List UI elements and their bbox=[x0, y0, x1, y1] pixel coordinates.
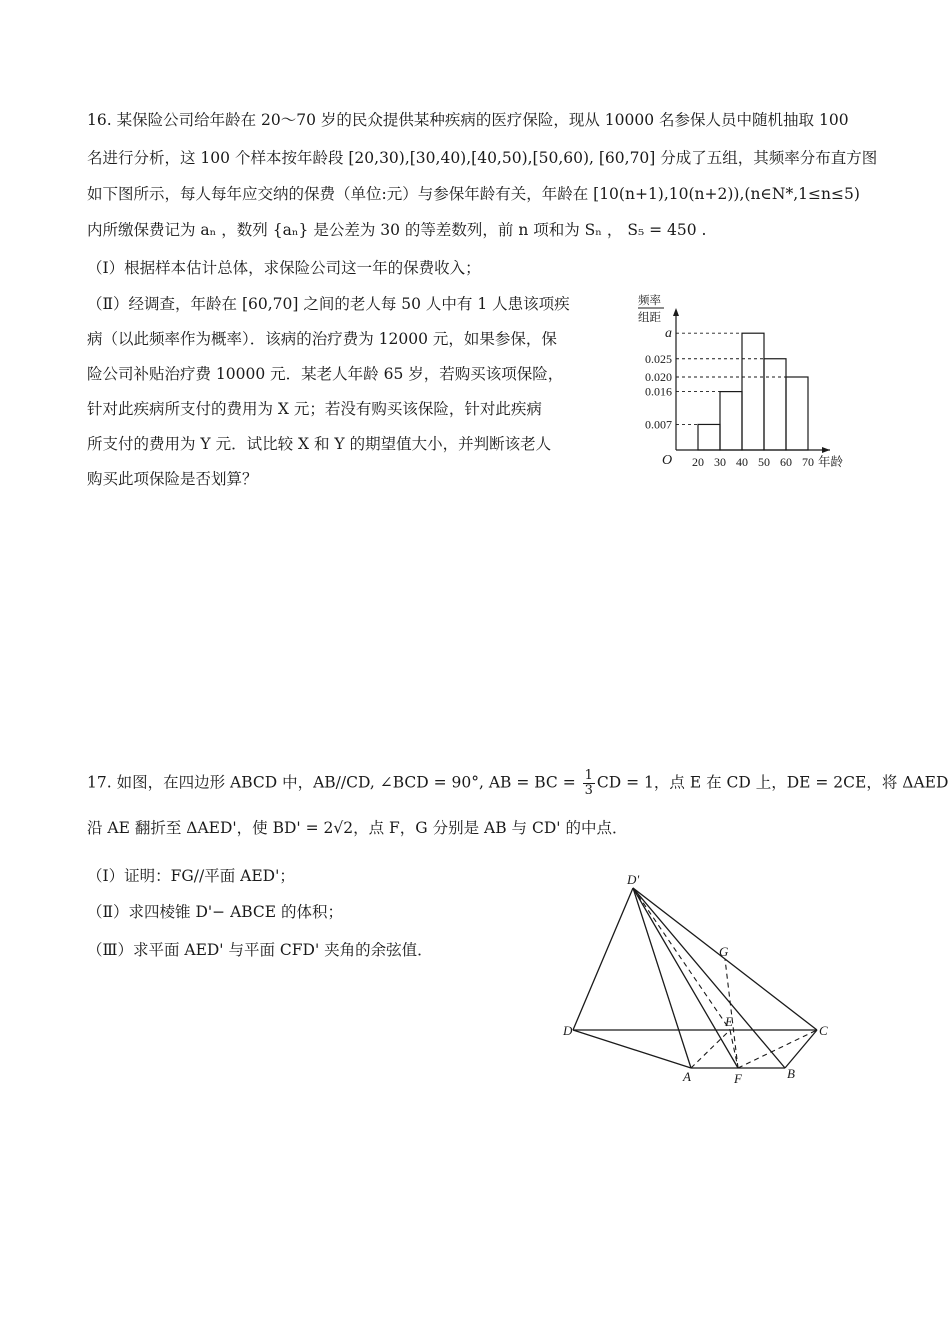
q16-part2-line6: 购买此项保险是否划算？ bbox=[87, 470, 258, 488]
x-tick-label: 40 bbox=[736, 455, 748, 469]
label-D: D bbox=[563, 1023, 573, 1038]
y-tick-label: 0.020 bbox=[645, 370, 672, 384]
bar-[50,60) bbox=[764, 359, 786, 450]
label-G: G bbox=[719, 944, 729, 959]
label-E: E bbox=[725, 1014, 733, 1029]
bar-[40,50) bbox=[742, 333, 764, 450]
q17-line1-text: 17. 如图，在四边形 ABCD 中，AB//CD, ∠BCD = 90°, AB = BC = bbox=[87, 773, 581, 792]
y-label-top: 频率 bbox=[638, 295, 661, 307]
dashed-F-C bbox=[738, 1030, 817, 1068]
edge-D-A bbox=[573, 1030, 691, 1068]
q17-fraction bbox=[583, 769, 595, 798]
dashed-A-E bbox=[691, 1030, 730, 1068]
bar-[30,40) bbox=[720, 392, 742, 450]
q16-part2-line3: 险公司补贴治疗费 10000 元．某老人年龄 65 岁，若购买该项保险， bbox=[87, 365, 564, 383]
q17-line1 bbox=[87, 769, 948, 798]
x-tick-label: 30 bbox=[714, 455, 726, 469]
origin-label: O bbox=[662, 453, 673, 468]
y-axis-arrow bbox=[673, 308, 679, 316]
edge-Dp-D bbox=[573, 888, 633, 1030]
q16-part2-line1: （Ⅱ）经调查，年龄在 [60,70] 之间的老人每 50 人中有 1 人患该项疾 bbox=[87, 295, 570, 313]
label-F: F bbox=[734, 1071, 742, 1086]
label-B: B bbox=[787, 1066, 795, 1081]
x-tick-label: 70 bbox=[802, 455, 814, 469]
q16-line2: 名进行分析，这 100 个样本按年龄段 [20,30),[30,40),[40,50),[50,60), [60,70] 分成了五组，其频率分布直方图 bbox=[87, 149, 878, 167]
q17-line1b-text: CD = 1，点 E 在 CD 上，DE = 2CE，将 ΔAED bbox=[596, 773, 949, 792]
dashed-Dp-E bbox=[633, 888, 730, 1030]
y-tick-label: 0.016 bbox=[645, 384, 672, 399]
x-tick-label: 20 bbox=[692, 455, 704, 469]
q16-part2-line5: 所支付的费用为 Y 元．试比较 X 和 Y 的期望值大小，并判断该老人 bbox=[87, 435, 552, 453]
frequency-histogram bbox=[620, 290, 860, 475]
x-tick-label: 50 bbox=[758, 455, 770, 469]
bar-[60,70] bbox=[786, 377, 808, 450]
x-axis-arrow bbox=[822, 447, 830, 453]
q17-part2: （Ⅱ）求四棱锥 D'− ABCE 的体积； bbox=[87, 903, 344, 921]
q16-line3: 如下图所示，每人每年应交纳的保费（单位:元）与参保年龄有关，年龄在 [10(n+1),10(n+2)),(n∈N*,1≤n≤5) bbox=[87, 185, 860, 203]
fraction-numerator: 1 bbox=[584, 768, 593, 783]
y-label-bottom: 组距 bbox=[638, 312, 661, 324]
q16-line1: 16. 某保险公司给年龄在 20～70 岁的民众提供某种疾病的医疗保险，现从 10000 名参保人员中随机抽取 100 bbox=[87, 111, 849, 129]
y-tick-label: a bbox=[665, 326, 672, 342]
q16-part1: （Ⅰ）根据样本估计总体，求保险公司这一年的保费收入； bbox=[87, 259, 481, 277]
edge-Dp-A bbox=[633, 888, 691, 1068]
q16-line4: 内所缴保费记为 aₙ ，数列 {aₙ} 是公差为 30 的等差数列，前 n 项和为 Sₙ ， S₅ = 450 . bbox=[87, 221, 707, 239]
x-tick-label: 60 bbox=[780, 455, 792, 469]
q17-line2: 沿 AE 翻折至 ΔAED'，使 BD' = 2√2，点 F，G 分别是 AB 与 CD' 的中点． bbox=[87, 819, 628, 837]
label-C: C bbox=[819, 1023, 828, 1038]
q17-part1: （Ⅰ）证明：FG//平面 AED'； bbox=[87, 867, 295, 885]
fraction-denominator: 3 bbox=[584, 783, 593, 798]
label-A: A bbox=[683, 1069, 691, 1084]
bar-[20,30) bbox=[698, 424, 720, 450]
q17-part3: （Ⅲ）求平面 AED' 与平面 CFD' 夹角的余弦值． bbox=[87, 941, 433, 959]
edge-Dp-B bbox=[633, 888, 785, 1068]
edge-Dp-F bbox=[633, 888, 738, 1068]
x-axis-label: 年龄 bbox=[818, 455, 844, 469]
label-Dp: D' bbox=[627, 872, 640, 887]
pyramid-figure bbox=[555, 870, 845, 1090]
q16-part2-line4: 针对此疾病所支付的费用为 X 元；若没有购买该保险，针对此疾病 bbox=[87, 400, 542, 418]
y-tick-label: 0.025 bbox=[645, 351, 672, 366]
edge-B-C bbox=[785, 1030, 817, 1068]
q16-part2-line2: 病（以此频率作为概率）．该病的治疗费为 12000 元，如果参保，保 bbox=[87, 330, 557, 348]
y-tick-label: 0.007 bbox=[645, 417, 672, 432]
